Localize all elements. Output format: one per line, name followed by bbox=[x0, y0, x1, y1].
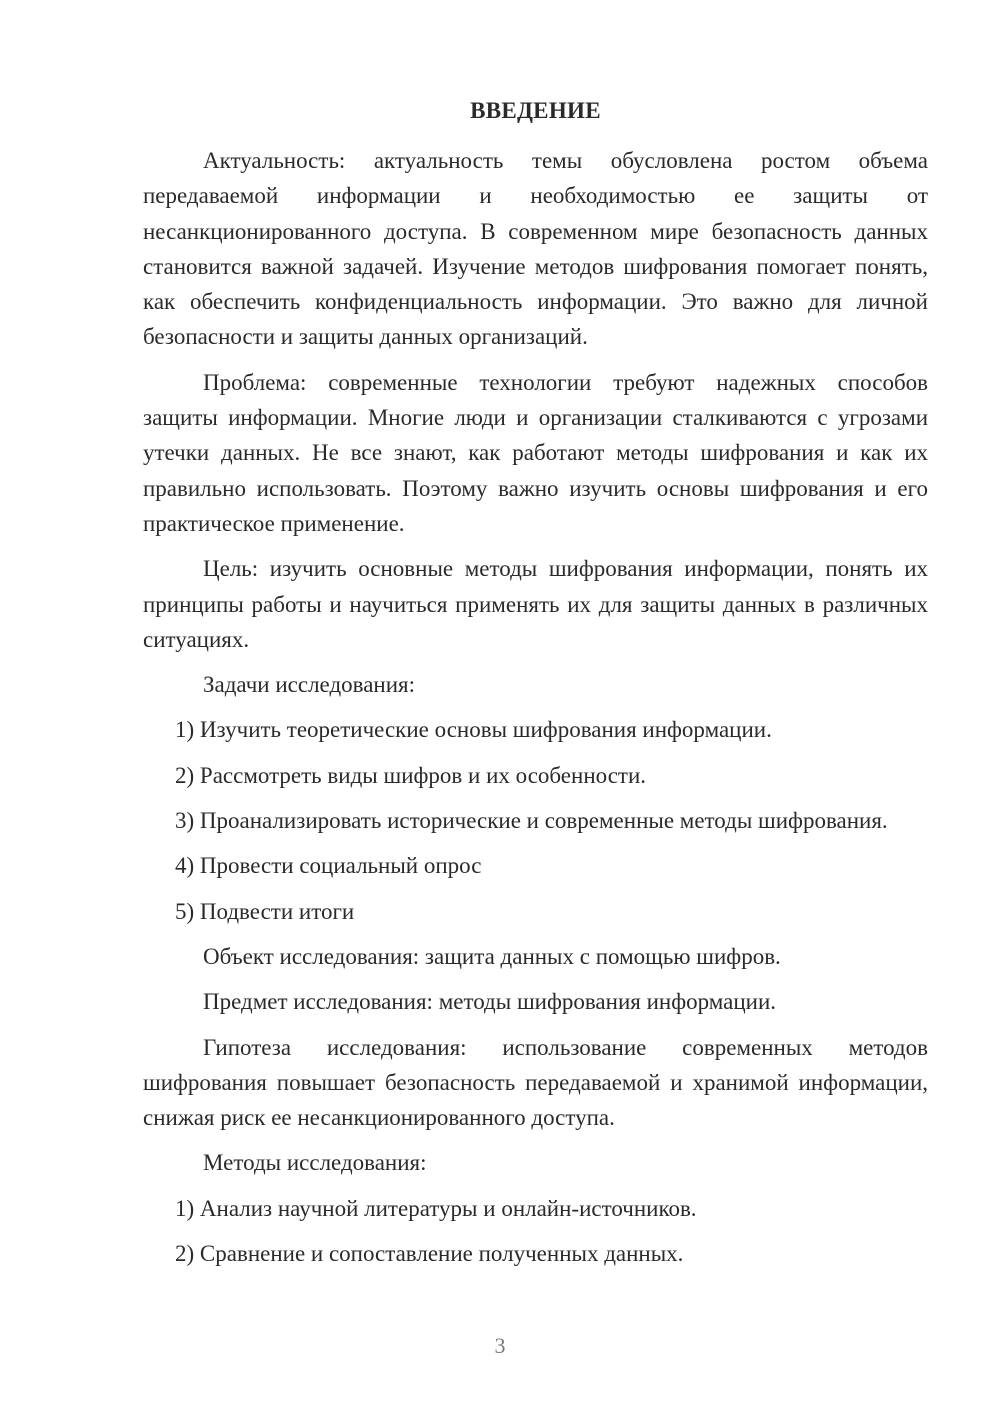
task-item-1: 1) Изучить теоретические основы шифрования информации. bbox=[175, 717, 772, 743]
hypothesis-paragraph: Гипотеза исследования: использование современных методов шифрования повышает безопасность передаваемой и хранимой информации, снижая риск ее несанкционированного доступа. bbox=[143, 1034, 928, 1131]
research-subject: Предмет исследования: методы шифрования информации. bbox=[203, 989, 777, 1015]
task-item-5: 5) Подвести итоги bbox=[175, 898, 355, 924]
section-heading: ВВЕДЕНИЕ bbox=[470, 98, 601, 123]
page-number: 3 bbox=[494, 1333, 506, 1358]
relevance-paragraph: Актуальность: актуальность темы обусловлена ростом объема передаваемой информации и необходимостью ее защиты от несанкционированного доступа. В современном мире безопасность данных становится важной задачей. Изучение методов шифрования помогает понять, как обеспечить конфиденциальность информации. Это важно для личной безопасности и защиты данных организаций. bbox=[143, 148, 928, 350]
method-item-2: 2) Сравнение и сопоставление полученных данных. bbox=[175, 1241, 684, 1267]
methods-heading: Методы исследования: bbox=[203, 1150, 427, 1176]
research-object: Объект исследования: защита данных с помощью шифров. bbox=[203, 943, 781, 969]
page-content bbox=[143, 96, 928, 1281]
task-item-4: 4) Провести социальный опрос bbox=[175, 853, 482, 879]
task-item-3: 3) Проанализировать исторические и современные методы шифрования. bbox=[175, 808, 888, 834]
method-item-1: 1) Анализ научной литературы и онлайн-источников. bbox=[175, 1195, 697, 1221]
task-item-2: 2) Рассмотреть виды шифров и их особенности. bbox=[175, 762, 647, 788]
tasks-heading: Задачи исследования: bbox=[203, 672, 416, 698]
goal-paragraph: Цель: изучить основные методы шифрования информации, понять их принципы работы и научиться применять их для защиты данных в различных ситуациях. bbox=[143, 556, 928, 652]
problem-paragraph: Проблема: современные технологии требуют надежных способов защиты информации. Многие люди и организации сталкиваются с угрозами утечки данных. Не все знают, как работают методы шифрования и как их правильно использовать. Поэтому важно изучить основы шифрования и его практическое применение. bbox=[143, 369, 928, 536]
